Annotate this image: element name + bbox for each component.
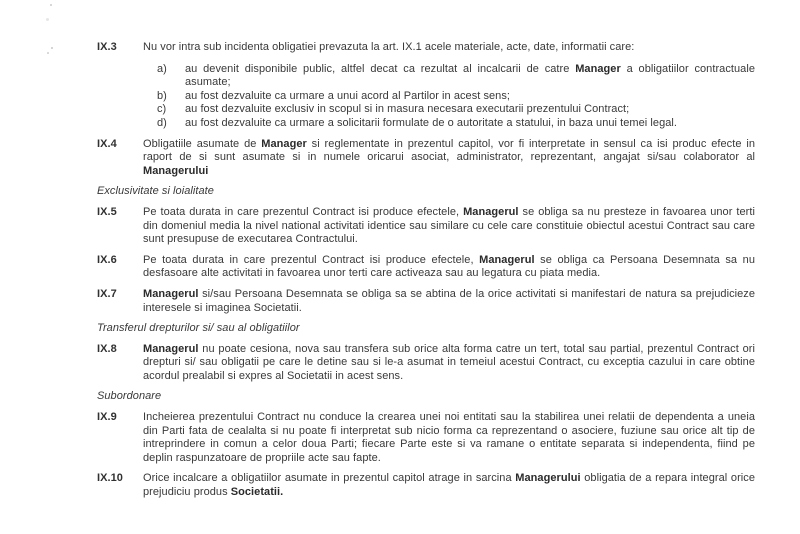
clause-number: IX.7 [97,287,117,300]
text-run: si/sau Persoana Desemnata se obliga sa se abtina de la orice activitati si manifestari de natura sa prejudicieze interesele si imaginea Societatii. [143,287,755,314]
text-run: Pe toata durata in care prezentul Contract isi produce efectele, [143,205,464,218]
text-run: si reglementate in prezentul capitol, vor fi interpretate in sensul ca isi produc efecte in raport de si sunt asumate si in numele oricarui asociat, administrator, reprezentant, angajat si/sau colaborator al [143,137,756,164]
clause-text [143,411,755,465]
text-run: obligatia de a repara integral orice prejudiciu produs [143,472,755,499]
clause-ix-6 [97,254,755,281]
text-run: au devenit disponibile public, altfel decat ca rezultat al incalcarii de catre [185,62,576,75]
clause-number: IX.3 [97,41,117,53]
subitem-b [157,90,755,104]
contract-document [97,41,755,507]
text-run: au fost dezvaluite exclusiv in scopul si in masura necesara executarii prezentului Contract; [185,103,630,116]
text-run: au fost dezvaluite ca urmare a solicitarii formulate de o autoritate a statului, in baza unui temei legal. [185,116,678,129]
clause-ix-7 [97,288,755,315]
bold-term: Managerul [463,205,519,218]
subitem-c [157,103,755,117]
clause-number: IX.4 [97,137,117,150]
scan-noise-mark [50,4,52,6]
subitem-letter: a) [157,62,167,75]
clause-ix-4 [97,138,755,179]
clause-text [143,41,755,55]
subitem-letter: d) [157,116,167,129]
clause-text [143,343,755,384]
clause-ix-5 [97,206,755,247]
clause-number: IX.5 [97,205,117,218]
bold-term: Manager [261,137,307,150]
text-run: se obliga ca Persoana Desemnata sa nu desfasoare alte activitati in favoarea unor terti care activeaza sau au legatura cu piata media. [143,253,755,280]
section-heading: Transferul drepturilor si/ sau al obligatiilor [97,322,300,335]
bold-term: Managerul [143,342,199,355]
clause-subitems [157,63,755,131]
clause-content [143,472,755,499]
subitem-text [185,90,755,104]
clause-text [143,472,755,499]
scan-noise-mark [51,47,53,49]
clause-ix-8 [97,343,755,384]
clause-content [143,138,755,179]
section-heading: Subordonare [97,390,162,403]
bold-term: Managerului [515,472,581,485]
clause-ix-3 [97,41,755,131]
clause-number: IX.10 [97,472,123,485]
scan-noise-mark [47,52,49,54]
clause-ix-9 [97,411,755,465]
clause-content [143,41,755,131]
clause-content [143,254,755,281]
section-heading: Exclusivitate si loialitate [97,185,214,198]
clause-content [143,411,755,465]
clause-content [143,288,755,315]
clause-text [143,138,755,179]
subitem-text [185,103,755,117]
subitem-text [185,63,755,90]
text-run: Incheierea prezentului Contract nu conduce la crearea unei noi entitati sau la stabilirea unei relatii de dependenta a uneia din Parti fata de cealalta si nu poate fi interpretat sub nicio forma ca reprezentand o asociere, fuziune sau orice alt tip de intreprindere in comun a celor doua Parti; fiecare Parte este si va ramane o entitate separata si independenta, fiind pe deplin raspunzatoare de propriile acte sau fapte. [143,411,755,464]
subitem-d [157,117,755,131]
bold-term: Managerul [479,253,535,266]
subitem-a [157,63,755,90]
clause-text [143,254,755,281]
subitem-letter: c) [157,103,167,116]
subitem-text [185,117,755,131]
clause-text [143,288,755,315]
clause-ix-10 [97,472,755,499]
bold-term: Manager [575,62,621,75]
text-run: se obliga sa nu presteze in favoarea unor terti din domeniul media la nivel national activitati identice sau similare cu cele care constituie obiectul acestui Contract sau care sunt presupuse de executarea Contractului. [143,205,755,246]
text-run: Orice incalcare a obligatiilor asumate in prezentul capitol atrage in sarcina [143,472,516,485]
clause-content [143,206,755,247]
text-run: Obligatiile asumate de [143,137,262,150]
text-run: a obligatiilor contractuale asumate; [185,62,755,89]
bold-term: Managerul [143,287,199,300]
subitem-letter: b) [157,89,167,102]
text-run: Nu vor intra sub incidenta obligatiei prevazuta la art. IX.1 acele materiale, acte, date, informatii care: [143,41,635,53]
clause-text [143,206,755,247]
scan-noise-mark [46,18,49,21]
clause-number: IX.9 [97,411,117,424]
text-run: nu poate cesiona, nova sau transfera sub orice alta forma catre un tert, total sau partial, prezentul Contract ori drepturi si/ sau obligatii pe care le detine sau si le-a asumat in temeiul acestui Contract, cu exceptia cazului in care obtine acordul prealabil si expres al Societatii in acest sens. [143,342,755,382]
text-run: Pe toata durata in care prezentul Contract isi produce efectele, [143,253,480,266]
bold-term: Societatii. [230,486,284,499]
clause-content [143,343,755,384]
text-run: au fost dezvaluite ca urmare a unui acord al Partilor in acest sens; [185,89,511,102]
clause-number: IX.8 [97,342,117,355]
bold-term: Managerului [143,164,209,177]
clause-number: IX.6 [97,253,117,266]
